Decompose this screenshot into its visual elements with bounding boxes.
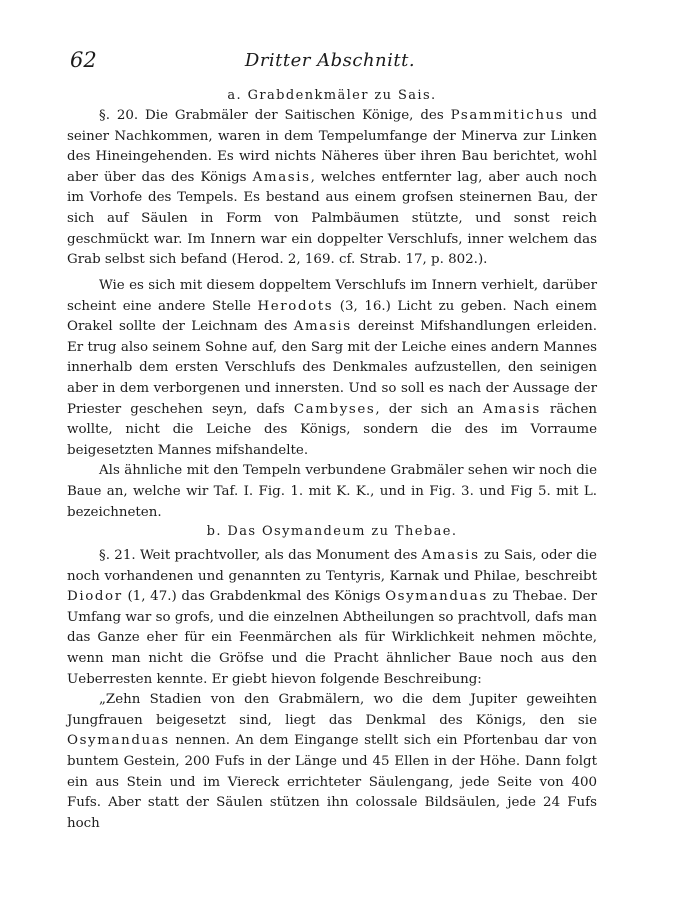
section-a-body [67,106,597,271]
name-amasis: Amasis [293,319,352,335]
name-cambyses: Cambyses [293,401,376,417]
name-amasis: Amasis [482,401,541,417]
name-osymanduas: Osymanduas [67,733,170,749]
paragraph-similar-tombs: Als ähnliche mit den Tempeln verbundene Grabmäler sehen wir noch die Baue an, welche wir Taf. I. Fig. 1. mit K. K., und in Fig. 3. und Fig 5. mit L. bezeichneten. [67,463,597,520]
name-psammitichus: Psammitichus [450,108,565,123]
name-herodots: Herodots [257,298,334,314]
running-title: Dritter Abschnitt. [244,50,416,71]
name-osymanduas: Osymanduas [385,589,488,605]
section-b-heading: b. Das Osymandeum zu Thebae. [206,524,458,539]
paragraph-mark: §. 20. [99,108,139,123]
quote-diodor: „Zehn Stadien von den Grabmälern, wo die dem Jupiter geweihten Jungfrauen beigesetzt sind, liegt das Denkmal des Königs, den sie Osymanduas nennen. An dem Eingange stellt sich ein Pfortenbau dar von buntem Gestein, 200 Fufs in der Länge und 45 Ellen in der Höhe. Dann folgt ein aus Stein und im Viereck errichteter Säulengang, jede Seite von 400 Fufs. Aber statt der Säulen stützen ihn colossale Bildsäulen, jede 24 Fufs hoch [67,692,597,831]
section-b-body [67,546,597,834]
paragraph-20: §. 20. Die Grabmäler der Saitischen Könige, des Psammitichus und seiner Nachkommen, waren in dem Tempelumfange der Minerva zur Linken des Hineingehenden. Es wird nichts Näheres über ihren Bau berichtet, wohl aber über das des Königs Amasis, welches entfernter lag, aber auch noch im Vorhofe des Tempels. Es bestand aus einem grofsen steinernen Bau, der sich auf Säulen in Form von Palmbäumen stützte, und sonst reich geschmückt war. Im Innern war ein doppelter Verschlufs, inner welchem das Grab selbst sich befand (Herod. 2, 169. cf. Strab. 17, p. 802.). [67,108,597,268]
paragraph-21: §. 21. Weit prachtvoller, als das Monument des Amasis zu Sais, oder die noch vorhandenen und genannten zu Tentyris, Karnak und Philae, beschreibt Diodor (1, 47.) das Grabdenkmal des Königs Osymanduas zu Thebae. Der Umfang war so grofs, und die einzelnen Abtheilungen so prachtvoll, dafs man das Ganze eher für ein Feenmärchen als für Wirklichkeit nehmen möchte, wenn man nicht die Gröfse und die Pracht ähnlicher Baue noch aus den Ueberresten kennte. Er giebt hievon folgende Beschreibung: [67,548,597,687]
paragraph-herodot: Wie es sich mit diesem doppeltem Verschlufs im Innern verhielt, darüber scheint eine andere Stelle Herodots (3, 16.) Licht zu geben. Nach einem Orakel sollte der Leichnam des Amasis dereinst Mifshandlungen erleiden. Er trug also seinem Sohne auf, den Sarg mit der Leiche eines andern Mannes innerhalb dem ersten Verschlufs des Denkmales aufzustellen, den seinigen aber in dem verborgenen und innersten. Und so soll es nach der Aussage der Priester geschehen seyn, dafs Cambyses, der sich an Amasis rächen wollte, nicht die Leiche des Königs, sondern die des im Vorraume beigesetzten Mannes mifshandelte. [67,278,598,458]
section-a-body-2 [67,276,597,523]
page-header [70,48,590,78]
name-amasis: Amasis [252,169,311,185]
name-diodor: Diodor [67,589,123,605]
paragraph-mark: §. 21. [99,548,136,563]
page-number: 62 [70,48,97,72]
name-amasis: Amasis [421,548,480,563]
section-a-heading: a. Grabdenkmäler zu Sais. [227,88,437,103]
